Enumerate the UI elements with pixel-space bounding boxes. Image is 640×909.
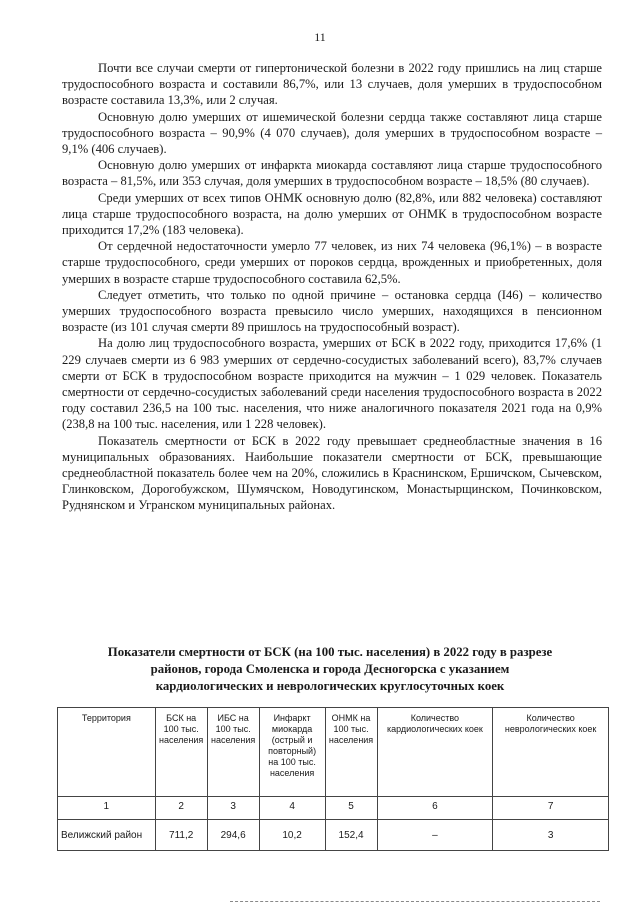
table-row <box>58 820 609 851</box>
page-bottom-rule <box>230 901 600 902</box>
cell-neuro-beds: 3 <box>493 820 609 851</box>
cell-territory: Велижский район <box>58 820 156 851</box>
paragraph: Показатель смертности от БСК в 2022 году превышает среднеобластные значения в 16 муниципальных образованиях. Наибольшие показатели смертности от БСК, превышающие среднеобластной показатель более чем на 20%, сложились в Краснинском, Ершичском, Сычевском, Глинковском, Дорогобужском, Шумячском, Новодугинском, Монастырщинском, Починковском, Руднянском и Угранском муниципальных районах. <box>62 433 602 513</box>
cell-ibs: 294,6 <box>207 820 259 851</box>
cell-onmk: 152,4 <box>325 820 377 851</box>
cell-infarct: 10,2 <box>259 820 325 851</box>
mortality-table <box>57 707 609 851</box>
column-number-row <box>58 797 609 820</box>
column-number: 7 <box>493 797 609 820</box>
body-text <box>62 60 602 514</box>
paragraph: От сердечной недостаточности умерло 77 человек, из них 74 человека (96,1%) – в возрасте старше трудоспособного, среди умерших от пороков сердца, врожденных и приобретенных, доля умерших в возрасте старше трудоспособного составила 62,5%. <box>62 239 602 286</box>
page-number: 11 <box>314 30 326 44</box>
paragraph: Основную долю умерших от инфаркта миокарда составляют лица старше трудоспособного возраста – 81,5%, или 353 случая, доля умерших в трудоспособном возрасте – 18,5% (80 случаев). <box>62 158 602 189</box>
column-number: 4 <box>259 797 325 820</box>
header-cardio-beds: Количество кардиологических коек <box>377 708 493 797</box>
column-number: 5 <box>325 797 377 820</box>
table-header-row <box>58 708 609 797</box>
column-number: 3 <box>207 797 259 820</box>
column-number: 1 <box>58 797 156 820</box>
header-infarct: Инфаркт миокарда (острый и повторный) на 100 тыс. населения <box>259 708 325 797</box>
cell-cardio-beds: – <box>377 820 493 851</box>
header-bsk: БСК на 100 тыс. населения <box>155 708 207 797</box>
header-territory: Территория <box>58 708 156 797</box>
header-ibs: ИБС на 100 тыс. населения <box>207 708 259 797</box>
paragraph: Почти все случаи смерти от гипертонической болезни в 2022 году пришлись на лиц старше трудоспособного возраста и составили 86,7%, или 13 случаев, доля умерших в трудоспособном возрасте составила 13,3%, или 2 случая. <box>62 61 602 108</box>
column-number: 6 <box>377 797 493 820</box>
cell-bsk: 711,2 <box>155 820 207 851</box>
header-onmk: ОНМК на 100 тыс. населения <box>325 708 377 797</box>
paragraph: На долю лиц трудоспособного возраста, умерших от БСК в 2022 году, приходится 17,6% (1 229 случаев смерти из 6 983 умерших от сердечно-сосудистых заболеваний всего), 83,7% случаев смерти от БСК в трудоспособном возрасте приходится на мужчин – 1 029 человек. Показатель смертности от сердечно-сосудистых заболеваний среди населения трудоспособного возраста в 2022 году составил 236,5 на 100 тыс. населения, что ниже аналогичного показателя 2021 года на 0,9% (238,8 на 100 тыс. населения, или 1 228 человек). <box>62 336 602 432</box>
header-neuro-beds: Количество неврологических коек <box>493 708 609 797</box>
paragraph: Основную долю умерших от ишемической болезни сердца также составляют лица старше трудоспособного возраста – 90,9% (4 070 случаев), доля умерших в трудоспособном возрасте – 9,1% (406 случаев). <box>62 109 602 157</box>
paragraph: Среди умерших от всех типов ОНМК основную долю (82,8%, или 882 человека) составляют лица старше трудоспособного возраста, на долю умерших от ОНМК в трудоспособном возрасте приходится 17,2% (183 человека). <box>62 190 602 238</box>
paragraph: Следует отметить, что только по одной причине – остановка сердца (I46) – количество умерших трудоспособного возраста превысило число умерших, находящихся в пенсионном возрасте (из 101 случая смерти 89 пришлось на трудоспособный возраст). <box>62 287 602 335</box>
table-title: Показатели смертности от БСК (на 100 тыс. населения) в 2022 году в разрезе районов, города Смоленска и города Десногорска с указанием кардиологических и неврологических круглосуточных коек <box>107 645 553 693</box>
column-number: 2 <box>155 797 207 820</box>
